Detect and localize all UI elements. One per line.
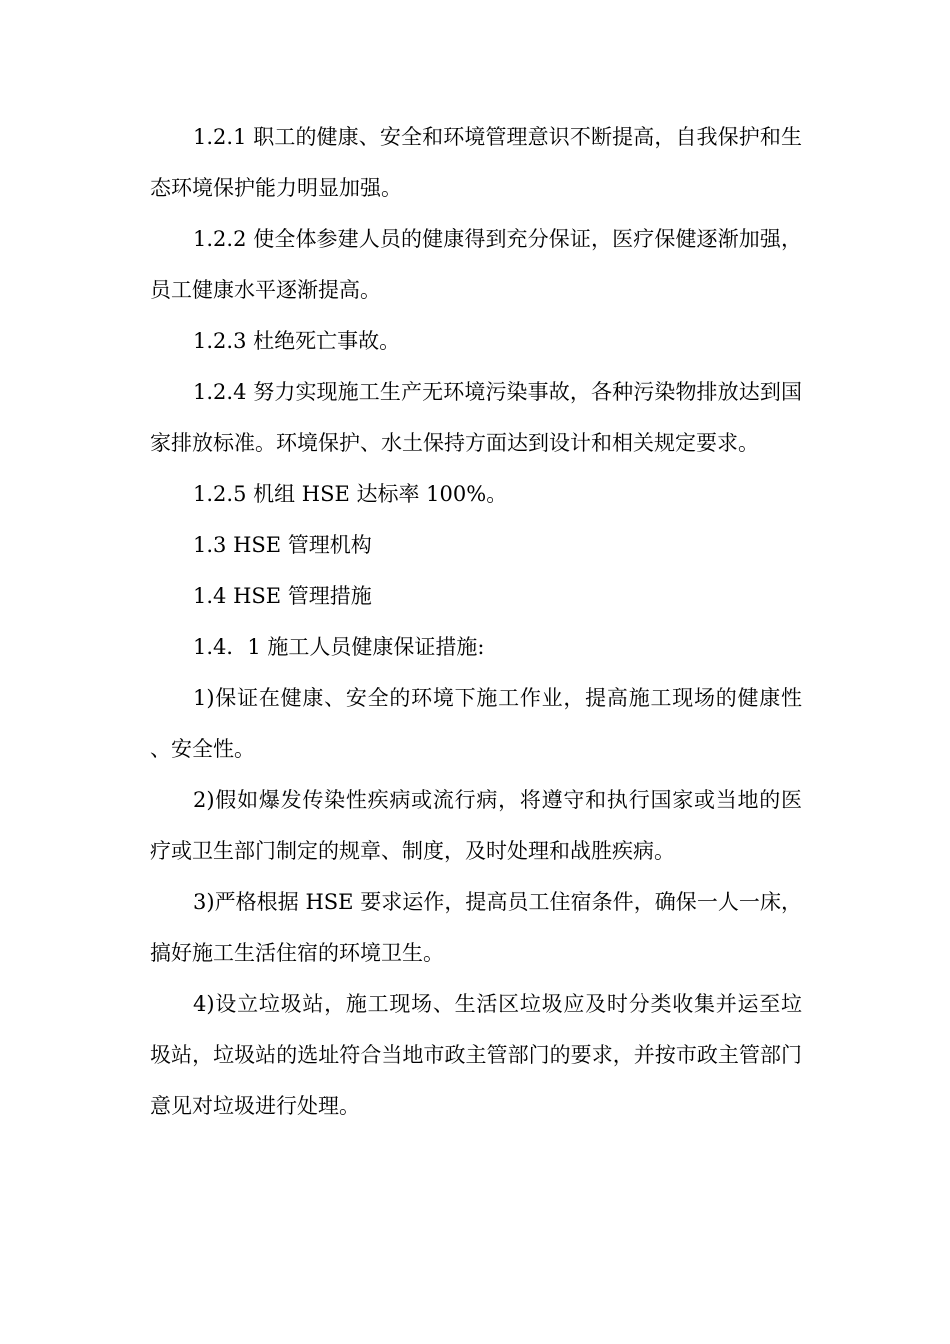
paragraph-1-2-4: 1.2.4 努力实现施工生产无环境污染事故，各种污染物排放达到国家排放标准。环境保护、水土保持方面达到设计和相关规定要求。 bbox=[150, 380, 802, 455]
paragraph-1-2-3: 1.2.3 杜绝死亡事故。 bbox=[193, 329, 401, 353]
heading-1-4: 1.4 HSE 管理措施 bbox=[193, 584, 372, 608]
list-item-4: 4)设立垃圾站，施工现场、生活区垃圾应及时分类收集并运至垃圾站，垃圾站的选址符合当地市政主管部门的要求，并按市政主管部门意见对垃圾进行处理。 bbox=[150, 992, 802, 1118]
document-body bbox=[150, 112, 802, 1132]
paragraph-1-2-2: 1.2.2 使全体参建人员的健康得到充分保证，医疗保健逐渐加强，员工健康水平逐渐提高。 bbox=[150, 227, 802, 302]
paragraph-1-2-5: 1.2.5 机组 HSE 达标率 100%。 bbox=[193, 482, 508, 506]
list-item-1: 1)保证在健康、安全的环境下施工作业，提高施工现场的健康性、安全性。 bbox=[150, 686, 802, 761]
list-item-2: 2)假如爆发传染性疾病或流行病，将遵守和执行国家或当地的医疗或卫生部门制定的规章、制度，及时处理和战胜疾病。 bbox=[150, 788, 802, 863]
heading-1-4-1: 1.4．1 施工人员健康保证措施: bbox=[193, 635, 485, 659]
heading-1-3: 1.3 HSE 管理机构 bbox=[193, 533, 372, 557]
list-item-3: 3)严格根据 HSE 要求运作，提高员工住宿条件，确保一人一床，搞好施工生活住宿的环境卫生。 bbox=[150, 890, 802, 965]
paragraph-1-2-1: 1.2.1 职工的健康、安全和环境管理意识不断提高，自我保护和生态环境保护能力明显加强。 bbox=[150, 125, 802, 200]
